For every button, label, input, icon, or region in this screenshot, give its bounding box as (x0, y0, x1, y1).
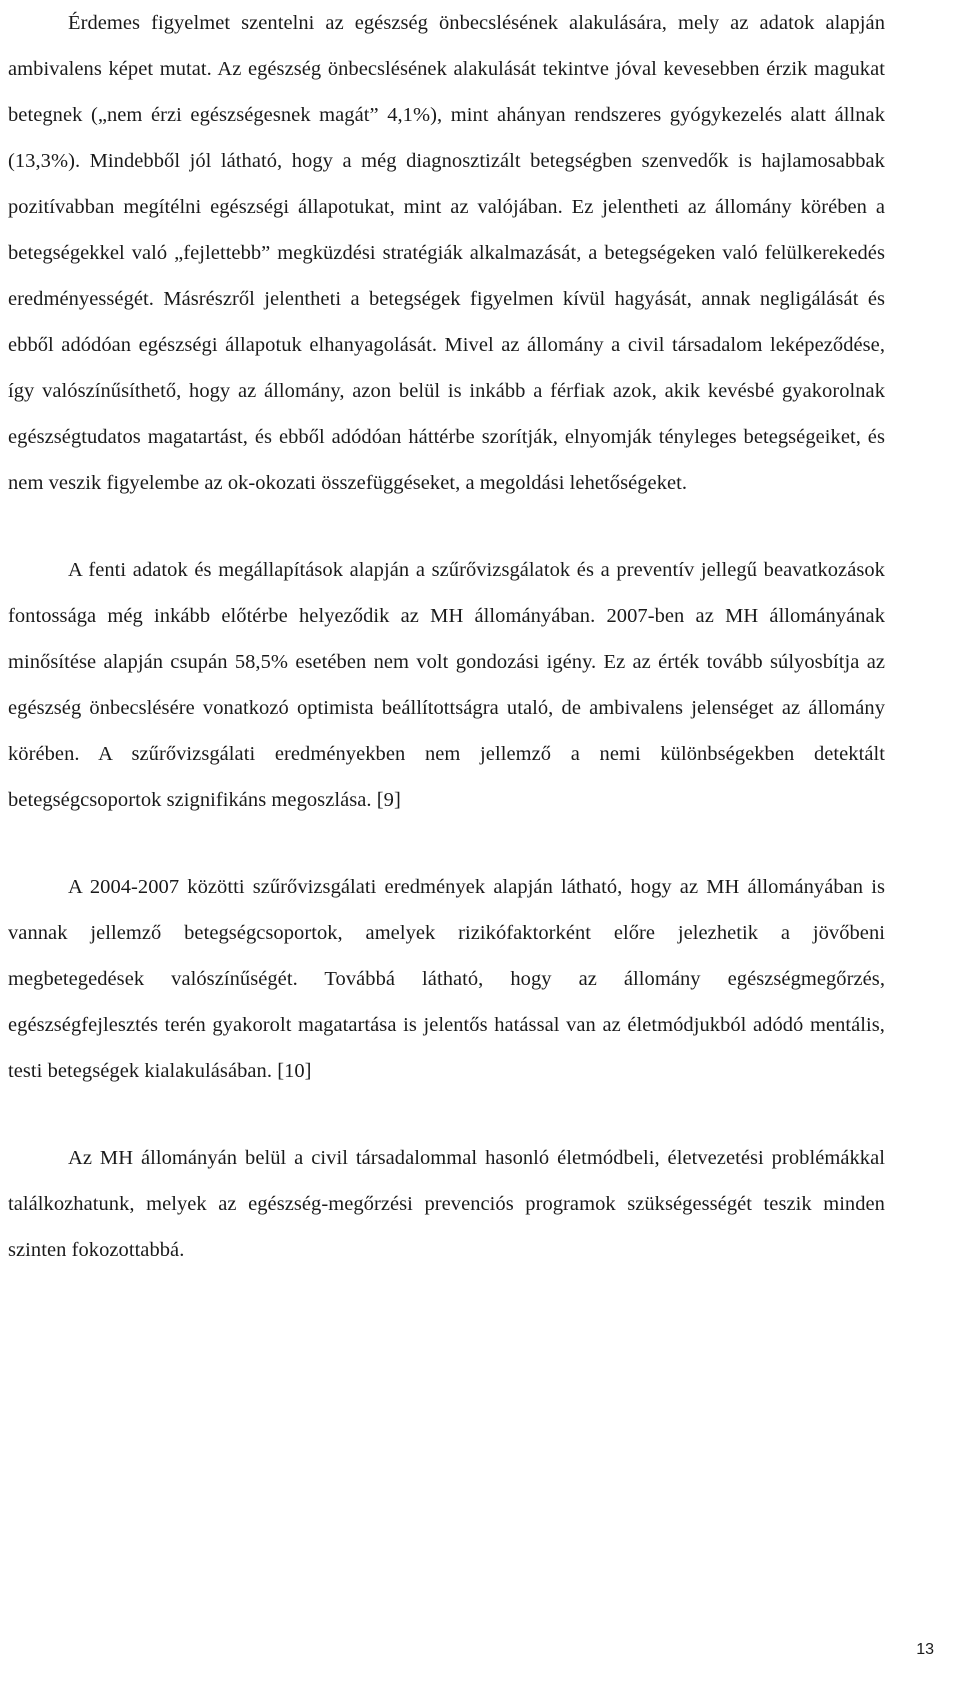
paragraph-screening-results: A 2004-2007 közötti szűrővizsgálati eredmények alapján látható, hogy az MH állományában is vannak jellemző betegségcsoportok, amelyek rizikófaktorként előre jelezhetik a jövőbeni megbetegedések valószínűségét. Továbbá látható, hogy az állomány egészségmegőrzés, egészségfejlesztés terén gyakorolt magatartása is jelentős hatással van az életmódjukból adódó mentális, testi betegségek kialakulásában. [10] (8, 876, 885, 1082)
paragraph-self-assessment: Érdemes figyelmet szentelni az egészség önbecslésének alakulására, mely az adatok alapján ambivalens képet mutat. Az egészség önbecslésének alakulását tekintve jóval kevesebben érzik magukat betegnek („nem érzi egészségesnek magát” 4,1%), mint ahányan rendszeres gyógykezelés alatt állnak (13,3%). Mindebből jól látható, hogy a még diagnosztizált betegségben szenvedők is hajlamosabbak pozitívabban megítélni egészségi állapotukat, mint az valójában. Ez jelentheti az állomány körében a betegségekkel való „fejlettebb” megküzdési stratégiák alkalmazását, a betegségeken való felülkerekedés eredményességét. Másrészről jelentheti a betegségek figyelmen kívül hagyását, annak negligálását és ebből adódóan egészségi állapotuk elhanyagolását. Mivel az állomány a civil társadalom leképeződése, így valószínűsíthető, hogy az állomány, azon belül is inkább a férfiak azok, akik kevésbé gyakorolnak egészségtudatos magatartást, és ebből adódóan háttérbe szorítják, elnyomják tényleges betegségeiket, és nem veszik figyelembe az ok-okozati összefüggéseket, a megoldási lehetőségeket. (8, 12, 885, 494)
page-number: 13 (916, 1641, 934, 1658)
paragraph-screening-importance: A fenti adatok és megállapítások alapján a szűrővizsgálatok és a preventív jellegű beavatkozások fontossága még inkább előtérbe helyeződik az MH állományában. 2007-ben az MH állományának minősítése alapján csupán 58,5% esetében nem volt gondozási igény. Ez az érték tovább súlyosbítja az egészség önbecslésére vonatkozó optimista beállítottságra utaló, de ambivalens jelenséget az állomány körében. A szűrővizsgálati eredményekben nem jellemző a nemi különbségekben detektált betegségcsoportok szignifikáns megoszlása. [9] (8, 559, 885, 811)
body-text (8, 0, 885, 1273)
paragraph-prevention-programs: Az MH állományán belül a civil társadalommal hasonló életmódbeli, életvezetési problémákkal találkozhatunk, melyek az egészség-megőrzési prevenciós programok szükségességét teszik minden szinten fokozottabbá. (8, 1147, 885, 1261)
